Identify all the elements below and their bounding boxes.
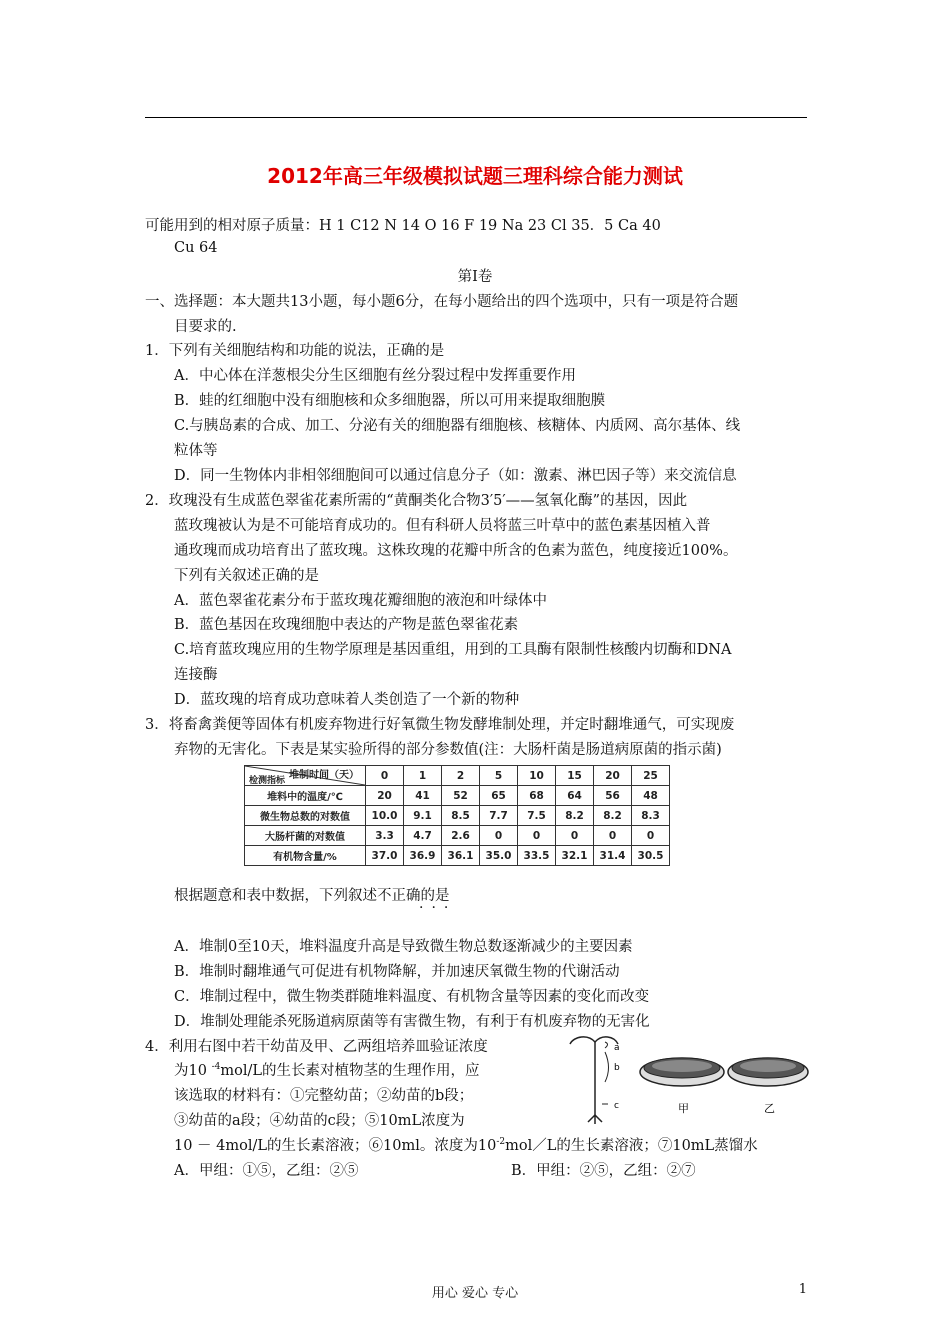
q2-option-d: D．蓝玫瑰的培育成功意味着人类创造了一个新的物种 — [174, 692, 520, 708]
table-cell: 37.0 — [366, 846, 404, 866]
header-indicator-label: 检测指标 — [249, 776, 286, 786]
q2-stem-3: 通玫瑰而成功培育出了蓝玫瑰。这株玫瑰的花瓣中所含的色素为蓝色，纯度接近100%。 — [174, 543, 738, 559]
q4-text: 10 － 4mol/L的生长素溶液；⑥10ml。浓度为10 — [174, 1138, 497, 1154]
row-label: 大肠杆菌的对数值 — [245, 826, 366, 846]
table-cell: 36.9 — [404, 846, 442, 866]
page-footer: 用心 爱心 专心 — [431, 1286, 519, 1301]
seedling-petri-dish-figure — [560, 1030, 810, 1125]
q4-option-b: B．甲组：②⑤，乙组：②⑦ — [511, 1163, 696, 1179]
q4-stem-5 — [174, 1134, 758, 1155]
petri-dish-yi — [728, 1058, 808, 1086]
table-cell: 8.3 — [632, 806, 670, 826]
q1-stem: 1．下列有关细胞结构和功能的说法，正确的是 — [145, 343, 445, 359]
day-cell: 15 — [556, 766, 594, 786]
page-title: 2012年高三年级模拟试题三理科综合能力测试 — [267, 164, 683, 188]
seedling-icon — [570, 1037, 618, 1124]
q1-option-b: B．蛙的红细胞中没有细胞核和众多细胞器，所以可用来提取细胞膜 — [174, 393, 606, 409]
table-corner-header — [245, 766, 366, 786]
row-label: 有机物含量/% — [245, 846, 366, 866]
table-cell: 48 — [632, 786, 670, 806]
table-cell: 0 — [632, 826, 670, 846]
table-cell: 2.6 — [442, 826, 480, 846]
section-heading: 第Ⅰ卷 — [457, 269, 493, 285]
table-cell: 4.7 — [404, 826, 442, 846]
table-cell: 8.5 — [442, 806, 480, 826]
dish-label-jia: 甲 — [678, 1102, 689, 1115]
day-cell: 25 — [632, 766, 670, 786]
day-cell: 2 — [442, 766, 480, 786]
table-cell: 0 — [518, 826, 556, 846]
q4-exponent: -2 — [496, 1137, 506, 1148]
table-cell: 7.7 — [480, 806, 518, 826]
q2-option-a: A．蓝色翠雀花素分布于蓝玫瑰花瓣细胞的液泡和叶绿体中 — [174, 593, 547, 609]
table-row — [245, 806, 670, 826]
q3-stem: 3．将畜禽粪便等固体有机废弃物进行好氧微生物发酵堆制处理，并定时翻堆通气，可实现废 — [145, 717, 735, 733]
atomic-masses-line: 可能用到的相对原子质量：H 1 C12 N 14 O 16 F 19 Na 23 Cl 35．5 Ca 40 — [145, 218, 661, 234]
table-cell: 35.0 — [480, 846, 518, 866]
q3-option-c: C．堆制过程中，微生物类群随堆料温度、有机物含量等因素的变化而改变 — [174, 989, 650, 1005]
day-cell: 1 — [404, 766, 442, 786]
table-cell: 41 — [404, 786, 442, 806]
q2-option-c-cont: 连接酶 — [174, 667, 218, 683]
q3-after-table: 根据题意和表中数据，下列叙述不正确的是 — [174, 888, 450, 904]
table-cell: 7.5 — [518, 806, 556, 826]
day-cell: 10 — [518, 766, 556, 786]
emphasis-dots: ··· — [419, 900, 457, 916]
table-cell: 36.1 — [442, 846, 480, 866]
atomic-masses-line-2: Cu 64 — [174, 240, 218, 256]
q4-exponent: -4 — [211, 1062, 221, 1073]
intro-line: 一、选择题：本大题共13小题，每小题6分，在每小题给出的四个选项中，只有一项是符合题 — [145, 294, 739, 310]
table-cell: 3.3 — [366, 826, 404, 846]
q2-stem-4: 下列有关叙述正确的是 — [174, 568, 319, 584]
table-cell: 10.0 — [366, 806, 404, 826]
table-cell: 0 — [480, 826, 518, 846]
table-cell: 9.1 — [404, 806, 442, 826]
dish-label-yi: 乙 — [764, 1102, 775, 1115]
q1-option-a: A．中心体在洋葱根尖分生区细胞有丝分裂过程中发挥重要作用 — [174, 368, 576, 384]
table-cell: 20 — [366, 786, 404, 806]
page-number: 1 — [798, 1282, 807, 1297]
q2-stem-2: 蓝玫瑰被认为是不可能培育成功的。但有科研人员将蓝三叶草中的蓝色素基因植入普 — [174, 518, 711, 534]
table-cell: 56 — [594, 786, 632, 806]
petri-dish-jia — [640, 1058, 724, 1086]
q4-option-a: A．甲组：①⑤，乙组：②⑤ — [174, 1163, 359, 1179]
label-b: b — [614, 1063, 620, 1073]
q4-text: mol/L的生长素对植物茎的生理作用，应 — [220, 1063, 480, 1079]
q3-option-b: B．堆制时翻堆通气可促进有机物降解，并加速厌氧微生物的代谢活动 — [174, 964, 620, 980]
q4-stem-3: 该选取的材料有：①完整幼苗；②幼苗的b段； — [174, 1088, 474, 1104]
q2-option-c: C.培育蓝玫瑰应用的生物学原理是基因重组，用到的工具酶有限制性核酸内切酶和DNA — [174, 642, 732, 658]
q3-option-a: A．堆制0至10天，堆料温度升高是导致微生物总数逐渐减少的主要因素 — [174, 939, 633, 955]
q2-option-b: B．蓝色基因在玫瑰细胞中表达的产物是蓝色翠雀花素 — [174, 617, 519, 633]
intro-line-2: 目要求的. — [174, 319, 237, 335]
table-cell: 8.2 — [594, 806, 632, 826]
table-cell: 0 — [556, 826, 594, 846]
row-label: 堆料中的温度/℃ — [245, 786, 366, 806]
label-a: a — [614, 1043, 620, 1053]
table-cell: 30.5 — [632, 846, 670, 866]
q4-text: mol／L的生长素溶液；⑦10mL蒸馏水 — [505, 1138, 758, 1154]
q4-stem-4: ③幼苗的a段；④幼苗的c段；⑤10mL浓度为 — [174, 1113, 465, 1129]
table-row — [245, 826, 670, 846]
table-cell: 33.5 — [518, 846, 556, 866]
header-days-label: 堆制时间（天） — [289, 770, 359, 781]
day-cell: 20 — [594, 766, 632, 786]
q2-stem: 2．玫瑰没有生成蓝色翠雀花素所需的“黄酮类化合物3′5′——氢氧化酶”的基因，因此 — [145, 493, 688, 509]
table-row — [245, 846, 670, 866]
q4-stem-2 — [174, 1059, 479, 1080]
table-row — [245, 786, 670, 806]
table-cell: 52 — [442, 786, 480, 806]
label-c: c — [614, 1101, 619, 1111]
row-label: 微生物总数的对数值 — [245, 806, 366, 826]
q4-text: 为10 — [174, 1063, 212, 1079]
composting-data-table — [244, 765, 670, 866]
q4-stem: 4．利用右图中若干幼苗及甲、乙两组培养皿验证浓度 — [145, 1039, 488, 1055]
q1-option-c: C.与胰岛素的合成、加工、分泌有关的细胞器有细胞核、核糖体、内质网、高尔基体、线 — [174, 418, 741, 434]
table-cell: 31.4 — [594, 846, 632, 866]
table-cell: 8.2 — [556, 806, 594, 826]
q3-option-d: D．堆制处理能杀死肠道病原菌等有害微生物，有利于有机废弃物的无害化 — [174, 1014, 650, 1030]
table-cell: 32.1 — [556, 846, 594, 866]
table-cell: 64 — [556, 786, 594, 806]
day-cell: 5 — [480, 766, 518, 786]
q1-option-d: D．同一生物体内非相邻细胞间可以通过信息分子（如：激素、淋巴因子等）来交流信息 — [174, 468, 737, 484]
q1-option-c-cont: 粒体等 — [174, 443, 218, 459]
table-cell: 68 — [518, 786, 556, 806]
header-rule — [145, 117, 807, 118]
q3-stem-2: 弃物的无害化。下表是某实验所得的部分参数值(注：大肠杆菌是肠道病原菌的指示菌) — [174, 742, 722, 758]
table-cell: 0 — [594, 826, 632, 846]
table-header-row — [245, 766, 670, 786]
table-cell: 65 — [480, 786, 518, 806]
day-cell: 0 — [366, 766, 404, 786]
